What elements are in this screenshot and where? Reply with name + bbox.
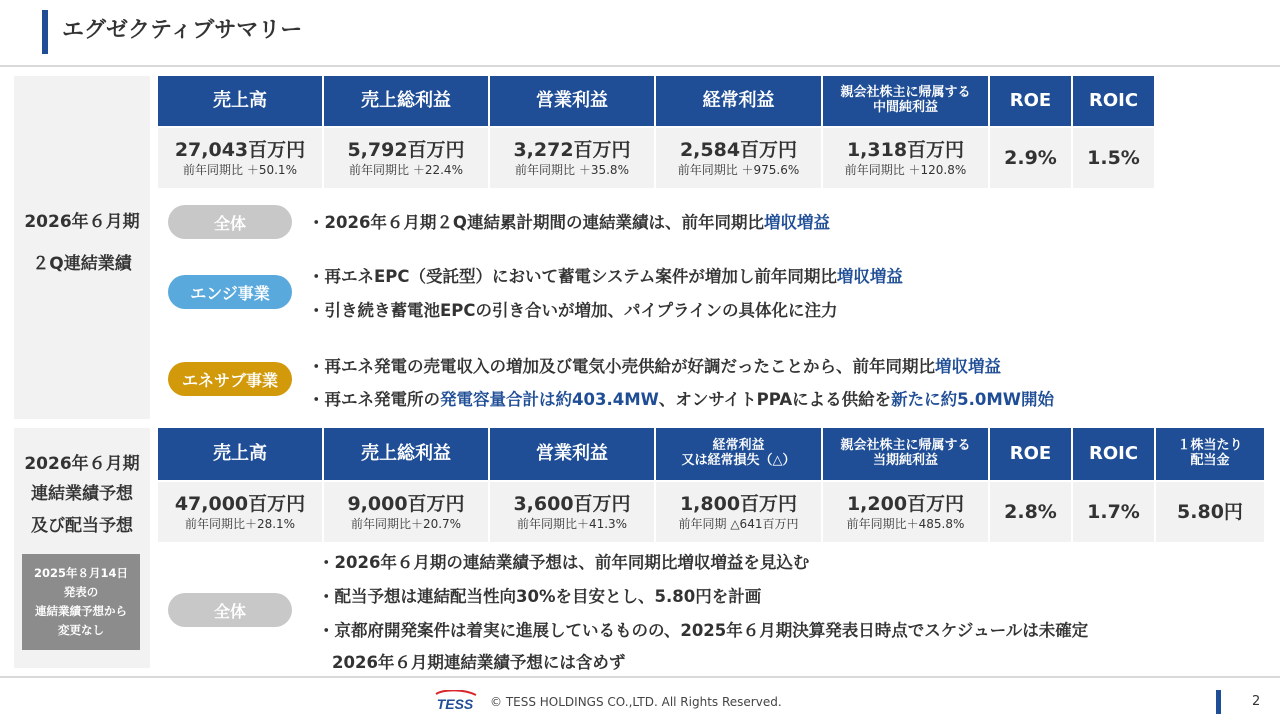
s1-yoy-sales: 前年同期比 ＋50.1%	[183, 163, 297, 177]
s2-value-net-income: 1,200百万円	[846, 493, 965, 515]
s1-value-operating-profit: 3,272百万円	[513, 139, 631, 161]
s1-value-roic: 1.5%	[1087, 147, 1140, 169]
s1-cell-roe	[990, 128, 1071, 188]
section2-label-line1: 2026年６月期	[24, 454, 140, 474]
s1-header-gross-profit: 売上総利益	[324, 76, 488, 126]
s2-header-net-income: 親会社株主に帰属する 当期純利益	[823, 428, 988, 480]
s1-header-roe: ROE	[990, 76, 1071, 126]
s2-cell-gross-profit	[324, 482, 488, 542]
forecast-unchanged-note: 2025年８月14日 発表の 連結業績予想から 変更なし	[22, 554, 140, 650]
s1-value-gross-profit: 5,792百万円	[347, 139, 465, 161]
s2-cell-sales	[158, 482, 322, 542]
s2-cell-net-income	[823, 482, 988, 542]
s1-header-net-income: 親会社株主に帰属する 中間純利益	[823, 76, 988, 126]
s1-header-sales: 売上高	[158, 76, 322, 126]
section1-label-line1: 2026年６月期	[24, 212, 140, 232]
tag-engineering: エンジ事業	[168, 275, 292, 309]
s2-value-operating-profit: 3,600百万円	[513, 493, 631, 515]
section1-label-line2: ２Q連結業績	[32, 254, 132, 274]
s1-cell-roic	[1073, 128, 1154, 188]
s2-header-operating-profit: 営業利益	[490, 428, 654, 480]
s2-cell-operating-profit	[490, 482, 654, 542]
title-accent-bar	[42, 10, 48, 54]
s1-cell-sales	[158, 128, 322, 188]
s2-bullet-3-continued: 2026年６月期連結業績予想には含めず	[332, 653, 626, 672]
s2-cell-roe	[990, 482, 1071, 542]
s1-cell-operating-profit	[490, 128, 654, 188]
footer-divider	[0, 676, 1280, 678]
s1-bullet-overall-1: ・2026年６月期２Q連結累計期間の連結業績は、前年同期比増収増益	[308, 213, 830, 232]
section2-label-line2: 連結業績予想	[31, 484, 133, 504]
s1-yoy-operating-profit: 前年同期比 ＋35.8%	[515, 163, 629, 177]
tag-overall-forecast: 全体	[168, 593, 292, 627]
s2-cell-roic	[1073, 482, 1154, 542]
s2-bullet-2: ・配当予想は連結配当性向30%を目安とし、5.80円を計画	[318, 587, 762, 606]
s2-yoy-ordinary-profit: 前年同期 △641百万円	[678, 517, 799, 531]
s2-cell-dividend	[1156, 482, 1264, 542]
s1-value-sales: 27,043百万円	[174, 139, 306, 161]
s1-yoy-net-income: 前年同期比 ＋120.8%	[844, 163, 967, 177]
s1-value-ordinary-profit: 2,584百万円	[679, 139, 798, 161]
tag-overall: 全体	[168, 205, 292, 239]
s2-value-ordinary-profit: 1,800百万円	[679, 493, 798, 515]
s1-bullet-eng-1: ・再エネEPC（受託型）において蓄電システム案件が増加し前年同期比増収増益	[308, 267, 903, 286]
s2-yoy-sales: 前年同期比＋28.1%	[184, 517, 296, 531]
s2-header-ordinary-profit: 経常利益 又は経常損失（△）	[656, 428, 821, 480]
s1-value-net-income: 1,318百万円	[846, 139, 965, 161]
s2-bullet-1: ・2026年６月期の連結業績予想は、前年同期比増収増益を見込む	[318, 553, 810, 572]
s1-bullet-eng-2: ・引き続き蓄電池EPCの引き合いが増加、パイプラインの具体化に注力	[308, 301, 838, 320]
s2-value-sales: 47,000百万円	[174, 493, 306, 515]
s2-value-gross-profit: 9,000百万円	[347, 493, 465, 515]
s1-header-roic: ROIC	[1073, 76, 1154, 126]
page-number: 2	[1252, 694, 1261, 709]
s2-header-roic: ROIC	[1073, 428, 1154, 480]
svg-text:TESS: TESS	[436, 696, 474, 712]
s2-bullet-3: ・京都府開発案件は着実に進展しているものの、2025年６月期決算発表日時点でスケジュールは未確定	[318, 621, 1089, 640]
s1-cell-ordinary-profit	[656, 128, 821, 188]
s2-value-roic: 1.7%	[1087, 501, 1140, 523]
s1-bullet-es-2: ・再エネ発電所の発電容量合計は約403.4MW、オンサイトPPAによる供給を新たに約5.0MW開始	[308, 390, 1054, 409]
s2-yoy-gross-profit: 前年同期比＋20.7%	[350, 517, 462, 531]
s1-cell-gross-profit	[324, 128, 488, 188]
s2-yoy-net-income: 前年同期比＋485.8%	[846, 517, 965, 531]
tag-energy-supply: エネサブ事業	[168, 362, 292, 396]
s1-bullet-es-1: ・再エネ発電の売電収入の増加及び電気小売供給が好調だったことから、前年同期比増収増益	[308, 357, 1001, 376]
header-divider	[0, 65, 1280, 67]
s1-yoy-ordinary-profit: 前年同期比 ＋975.6%	[677, 163, 800, 177]
s2-yoy-operating-profit: 前年同期比＋41.3%	[516, 517, 628, 531]
s2-cell-ordinary-profit	[656, 482, 821, 542]
s2-header-sales: 売上高	[158, 428, 322, 480]
s1-header-ordinary-profit: 経常利益	[656, 76, 821, 126]
s2-header-roe: ROE	[990, 428, 1071, 480]
s2-header-gross-profit: 売上総利益	[324, 428, 488, 480]
page-title: エグゼクティブサマリー	[62, 18, 303, 43]
tess-logo	[430, 690, 480, 712]
s1-yoy-gross-profit: 前年同期比 ＋22.4%	[349, 163, 463, 177]
section2-label-line3: 及び配当予想	[31, 516, 133, 536]
s1-cell-net-income	[823, 128, 988, 188]
s2-value-dividend: 5.80円	[1177, 501, 1243, 523]
s2-value-roe: 2.8%	[1004, 501, 1057, 523]
s1-header-operating-profit: 営業利益	[490, 76, 654, 126]
s1-value-roe: 2.9%	[1004, 147, 1057, 169]
s2-header-dividend: １株当たり 配当金	[1156, 428, 1264, 480]
page-number-accent-bar	[1216, 690, 1221, 714]
copyright-text: © TESS HOLDINGS CO.,LTD. All Rights Reserved.	[490, 695, 782, 709]
